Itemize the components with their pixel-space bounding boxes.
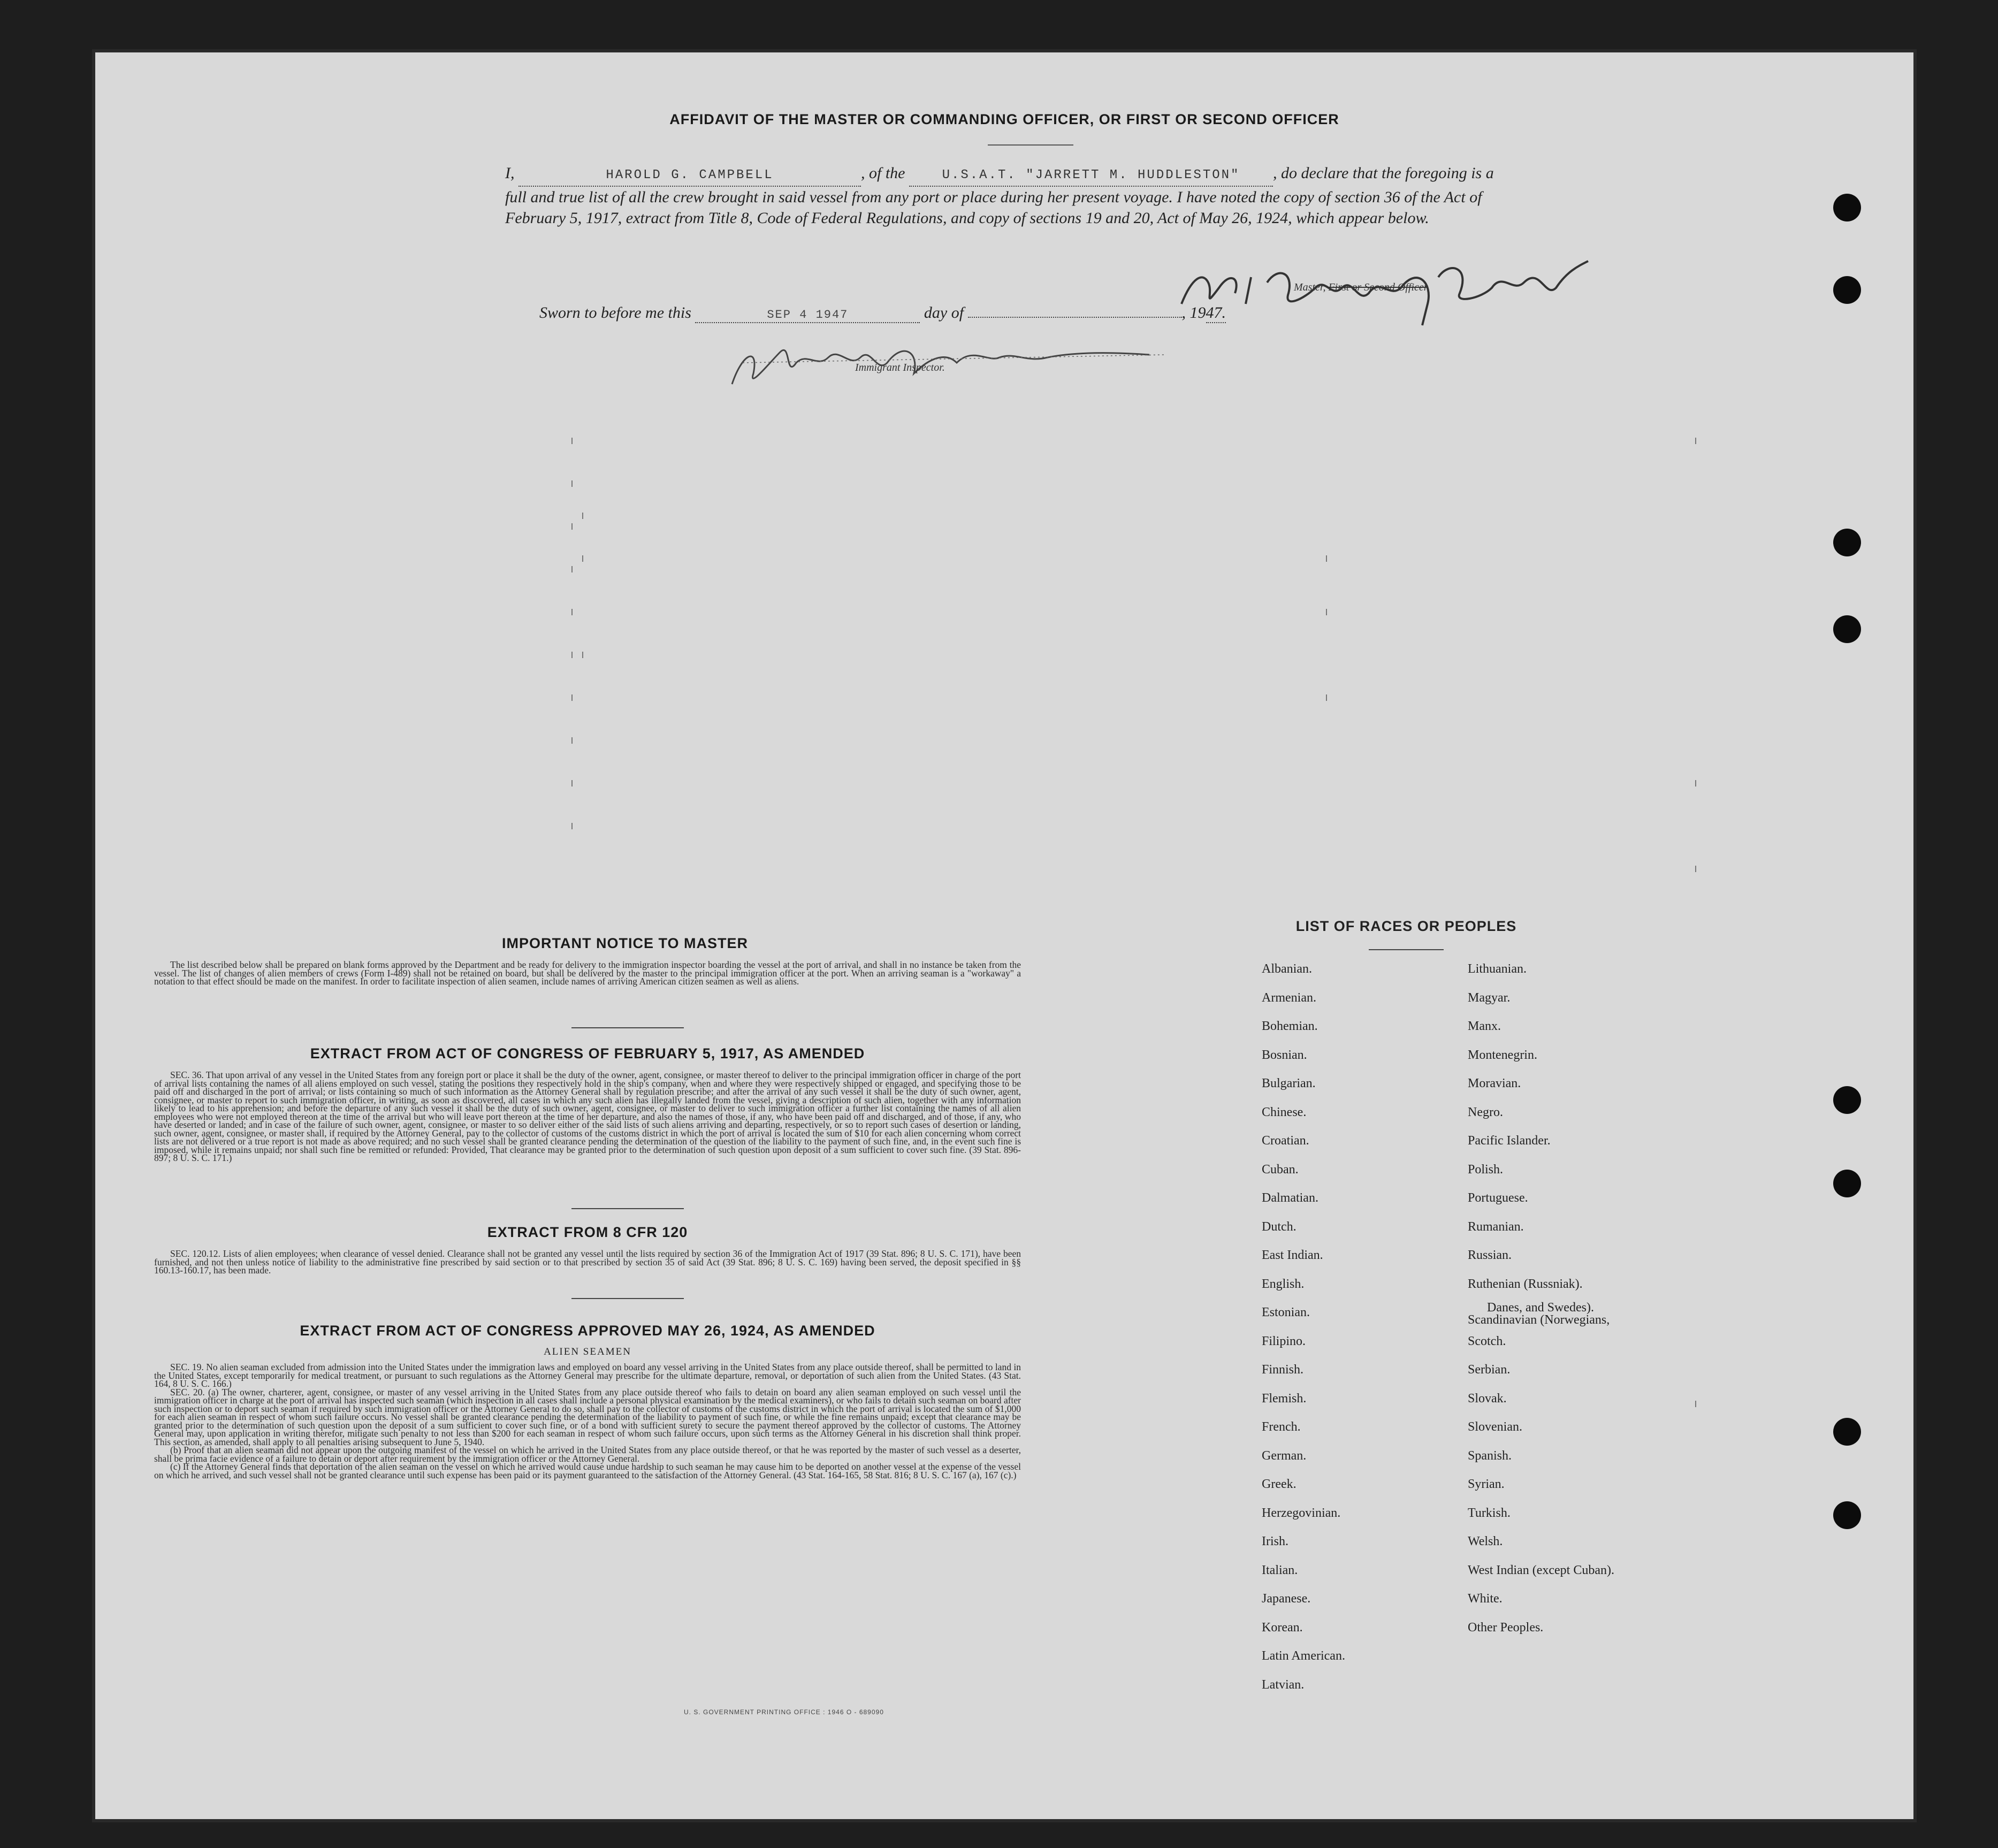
- race-item: Manx.: [1468, 1019, 1501, 1033]
- race-item: Slovak.: [1468, 1391, 1507, 1406]
- divider: [571, 1027, 684, 1028]
- punch-hole: [1833, 1170, 1861, 1197]
- punch-hole: [1833, 276, 1861, 304]
- extract-cfr-text: SEC. 120.12. Lists of alien employees; when clearance of vessel denied. Clearance shall not be granted any vessel until the lists required by section 36 of the Immigration Act of 1917 (39 Stat. 896; 8 U. S. C. 171), have been furnished, and not then unless notice of liability to the administrative fine prescribed by said section or to that prescribed by section 35 of said Act (39 Stat. 896; 8 U. S. C. 169) having been served, the deposit specified in §§ 160.13-160.17, has been made.: [154, 1248, 1021, 1276]
- punch-hole: [1833, 1086, 1861, 1114]
- race-item: Albanian.: [1262, 962, 1312, 976]
- race-item: Cuban.: [1262, 1162, 1299, 1177]
- race-item: Herzegovinian.: [1262, 1506, 1341, 1520]
- extract-1917-title: EXTRACT FROM ACT OF CONGRESS OF FEBRUARY 5, 1917, AS AMENDED: [310, 1045, 865, 1062]
- race-item: Moravian.: [1468, 1076, 1521, 1090]
- race-item: Other Peoples.: [1468, 1620, 1544, 1635]
- punch-hole: [1833, 1501, 1861, 1529]
- race-item: Bosnian.: [1262, 1048, 1307, 1062]
- race-item: Scandinavian (Norwegians,: [1468, 1313, 1610, 1327]
- race-item: Serbian.: [1468, 1363, 1511, 1377]
- race-item: Negro.: [1468, 1105, 1503, 1119]
- master-caption: Master, First or Second Officer: [1294, 281, 1428, 293]
- date-stamp: SEP 4 1947: [767, 308, 849, 322]
- race-item: Magyar.: [1468, 990, 1511, 1005]
- extract-1924-text: SEC. 19. No alien seaman excluded from admission into the United States under the immigration laws and employed on board any vessel arriving in the United States from any place outside thereof, shall be permitted to land in the United States, except temporarily for medical treatment, or pursuant to such regulations as the Attorney General may prescribe for the ultimate departure, removal, or deportation of such alien from the United States. (43 Stat. 164, 8 U. S. C. 166.) SEC. 20. (a) The owner, charterer, agent, consignee, or master of any vessel arriving in the United States from any place outside thereof who fails to detain on board any alien seaman employed on such vessel until the immigration officer in charge at the port of arrival has inspected such seaman (which inspection in all cases shall include a personal physical examination by the medical examiners), or who fails to detain such seaman on board after such inspection or to deport such seaman if required by such immigration officer or the Attorney General to do so, shall pay to the collector of customs of the customs district in which the port of arrival is located the sum of $1,000 for each alien seaman in respect of whom such failure occurs. No vessel shall be granted clearance pending the determination of the liability to payment of such fine, or while the fine remains unpaid; except that clearance may be granted prior to the determination of such question upon the deposit of a sum sufficient to cover such fine, or of a bond with sufficient surety to secure the payment thereof approved by the collector of customs. The Attorney General may, upon application in writing therefor, mitigate such penalty to not less than $200 for each seaman in respect of whom such failure occurs, upon such terms as the Attorney General in his discretion shall think proper. This section, as amended, shall apply to all penalties arising subsequent to June 5, 1940. (b) Proof that an alien seaman did not appear upon the outgoing manifest of the vessel on which he arrived in the United States from any place outside thereof, or that he was reported by the master of such vessel as a deserter, shall be prima facie evidence of a failure to detain or deport after requirement by the immigration officer or the Attorney General. (c) If the Attorney General finds that deportation of the alien seaman on the vessel on which he arrived would cause undue hardship to such seaman he may cause him to be deported on another vessel at the expense of the vessel on which he arrived, and such vessel shall not be granted clearance until such expense has been paid or its payment guaranteed to the satisfaction of the Attorney General. (43 Stat. 164-165, 58 Stat. 816; 8 U. S. C. 167 (a), 167 (c).): [154, 1362, 1021, 1480]
- race-item: Danes, and Swedes).: [1487, 1300, 1594, 1315]
- race-item: Flemish.: [1262, 1391, 1307, 1406]
- extract-1924-title: EXTRACT FROM ACT OF CONGRESS APPROVED MAY 26, 1924, AS AMENDED: [300, 1323, 875, 1339]
- race-item: Pacific Islander.: [1468, 1134, 1551, 1148]
- race-item: White.: [1468, 1592, 1503, 1606]
- race-item: Bohemian.: [1262, 1019, 1318, 1033]
- race-item: Rumanian.: [1468, 1219, 1524, 1234]
- inspector-caption: Immigrant Inspector.: [855, 362, 945, 373]
- race-item: French.: [1262, 1420, 1301, 1434]
- race-item: Dutch.: [1262, 1219, 1297, 1234]
- affidavit-declaration: I, HAROLD G. CAMPBELL , of the U.S.A.T. "JARRETT M. HUDDLESTON" , do declare that the foregoing is a full and true list of all the crew brought in said vessel from any port or place during her present voyage. I have noted the copy of section 36 of the Act of February 5, 1917, extract from Title 8, Code of Federal Regulations, and copy of sections 19 and 20, Act of May 26, 1924, which appear below.: [505, 164, 1494, 227]
- race-item: Scotch.: [1468, 1334, 1506, 1348]
- notice-text: The list described below shall be prepared on blank forms approved by the Department and be ready for delivery to the immigration inspector boarding the vessel at the port of arrival, and shall in no instance be taken from the vessel. The list of changes of alien members of crews (Form I-489) shall not be retained on board, but shall be delivered by the master to the principal immigration officer at the port. When an arriving seaman is a "workaway" a notation to that effect should be made on the manifest. In order to facilitate inspection of alien seamen, include names of arriving American citizen seamen as well as aliens.: [154, 959, 1021, 987]
- race-item: Bulgarian.: [1262, 1076, 1316, 1090]
- sworn-line: Sworn to before me this SEP 4 1947 day of , 1947.: [539, 304, 1226, 323]
- race-item: Slovenian.: [1468, 1420, 1522, 1434]
- race-item: Dalmatian.: [1262, 1191, 1318, 1205]
- race-item: German.: [1262, 1448, 1307, 1463]
- punch-hole: [1833, 615, 1861, 643]
- document-page: [95, 52, 1913, 1819]
- race-item: English.: [1262, 1277, 1305, 1291]
- master-name-field: HAROLD G. CAMPBELL: [518, 165, 861, 187]
- race-item: Lithuanian.: [1468, 962, 1527, 976]
- inspector-signature: [727, 331, 1187, 395]
- race-item: Armenian.: [1262, 990, 1316, 1005]
- race-item: Estonian.: [1262, 1305, 1310, 1319]
- race-item: Polish.: [1468, 1162, 1504, 1177]
- affidavit-title: AFFIDAVIT OF THE MASTER OR COMMANDING OFFICER, OR FIRST OR SECOND OFFICER: [669, 111, 1339, 127]
- extract-1917-text: SEC. 36. That upon arrival of any vessel in the United States from any foreign port or place it shall be the duty of the owner, agent, consignee, or master thereof to deliver to the principal immigration officer in charge of the port of arrival lists containing the names of all aliens employed on such vessel, stating the positions they respectively hold in the ship's company, when and where they were respectively shipped or engaged, and specifying those to be paid off and discharged in the port of arrival; or lists containing so much of such information as the Attorney General shall by regulation prescribe; and after the arrival of any such vessel it shall be the duty of such owner, agent, consignee, or master to report to such immigration officer, in writing, as soon as discovered, all cases in which any such alien has illegally landed from the vessel, giving a description of such alien, together with any information likely to lead to his apprehension; and before the departure of any such vessel it shall be the duty of such owner, agent, consignee, or master to deliver to such immigration officer a further list containing the names of all alien employees who were not employed thereon at the time of the arrival but who will leave port thereon at the time of her departure, and also the names of those, if any, who have been paid off and discharged, and of those, if any, who have deserted or landed; and in case of the failure of such owner, agent, consignee, or master to so deliver either of the said lists of such aliens arriving and departing, respectively, or so to report such cases of desertion or landing, such owner, agent, consignee, or master shall, if required by the Attorney General, pay to the collector of customs of the customs district in which the port of arrival is located the sum of $10 for each alien concerning whom correct lists are not delivered or a true report is not made as above required; and no such vessel shall be granted clearance pending the determination of the question of the liability to the payment of such fine, and, in the event such fine is imposed, while it remains unpaid; nor shall such fine be remitted or refunded: Provided, That clearance may be granted prior to the determination of such question upon deposit of a sum sufficient to cover such fine. (39 Stat. 896-897; 8 U. S. C. 171.): [154, 1070, 1021, 1163]
- race-item: Turkish.: [1468, 1506, 1511, 1520]
- race-item: Welsh.: [1468, 1534, 1503, 1548]
- race-item: Portuguese.: [1468, 1191, 1528, 1205]
- race-item: Italian.: [1262, 1563, 1298, 1577]
- race-item: Greek.: [1262, 1477, 1297, 1491]
- race-item: Montenegrin.: [1468, 1048, 1537, 1062]
- race-item: Filipino.: [1262, 1334, 1306, 1348]
- race-item: Croatian.: [1262, 1134, 1309, 1148]
- race-item: Syrian.: [1468, 1477, 1505, 1491]
- races-title: LIST OF RACES OR PEOPLES: [1295, 918, 1517, 934]
- race-item: Spanish.: [1468, 1448, 1512, 1463]
- notice-title: IMPORTANT NOTICE TO MASTER: [502, 935, 748, 951]
- title-divider: [988, 144, 1073, 146]
- punch-hole: [1833, 194, 1861, 222]
- divider: [571, 1298, 684, 1299]
- race-item: East Indian.: [1262, 1248, 1323, 1262]
- punch-hole: [1833, 529, 1861, 556]
- alien-seamen-subtitle: ALIEN SEAMEN: [544, 1346, 631, 1357]
- divider: [571, 1208, 684, 1209]
- race-item: Finnish.: [1262, 1363, 1304, 1377]
- extract-cfr-title: EXTRACT FROM 8 CFR 120: [487, 1224, 688, 1240]
- punch-hole: [1833, 1418, 1861, 1446]
- race-item: Ruthenian (Russniak).: [1468, 1277, 1583, 1291]
- race-item: West Indian (except Cuban).: [1468, 1563, 1614, 1577]
- race-item: Korean.: [1262, 1620, 1303, 1635]
- race-item: Russian.: [1468, 1248, 1512, 1262]
- vessel-name-field: U.S.A.T. "JARRETT M. HUDDLESTON": [909, 165, 1273, 187]
- divider: [1369, 949, 1444, 950]
- race-item: Japanese.: [1262, 1592, 1311, 1606]
- declaration-body: that the foregoing is a full and true list of all the crew brought in said vessel from any port or place during her present voyage. I have noted the copy of section 36 of the Act of February 5, 1917, extract from Title 8, Code of Federal Regulations, and copy of sections 19 and 20, Act of May 26, 1924, which appear below.: [505, 164, 1494, 227]
- race-item: Chinese.: [1262, 1105, 1307, 1119]
- race-item: Latin American.: [1262, 1649, 1345, 1663]
- race-item: Latvian.: [1262, 1677, 1305, 1692]
- printer-imprint: U. S. GOVERNMENT PRINTING OFFICE : 1946 O - 689090: [684, 1708, 884, 1716]
- race-item: Irish.: [1262, 1534, 1288, 1548]
